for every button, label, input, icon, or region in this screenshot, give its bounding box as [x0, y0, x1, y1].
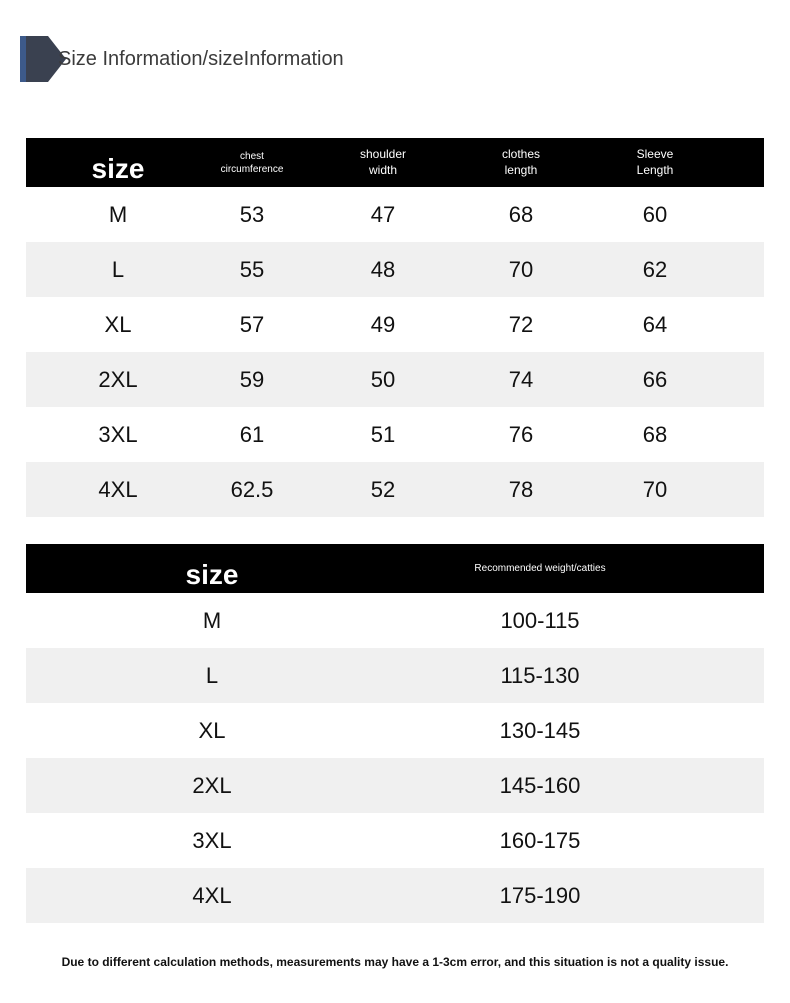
cell-chest: 61 [239, 421, 265, 447]
table-row [26, 352, 764, 407]
header-size-label: size [185, 558, 239, 590]
header-clothes-line1: clothes [501, 146, 541, 161]
cell-length: 70 [508, 256, 534, 282]
cell-size: 2XL [192, 772, 232, 798]
header-chest-line2: circumference [220, 163, 284, 175]
size-table-header [26, 138, 764, 187]
table-row [26, 462, 764, 517]
header-shoulder-line1: shoulder [359, 146, 407, 161]
cell-sleeve: 70 [642, 476, 668, 502]
measurement-disclaimer: Due to different calculation methods, measurements may have a 1-3cm error, and this situation is not a quality issue. [61, 955, 729, 969]
cell-size: 4XL [192, 882, 232, 908]
title-accent-stripe [20, 36, 26, 82]
cell-size: L [205, 662, 219, 688]
cell-shoulder: 48 [370, 256, 396, 282]
cell-size: M [202, 607, 222, 633]
cell-shoulder: 51 [370, 421, 396, 447]
cell-size: M [108, 201, 128, 227]
cell-size: XL [104, 311, 132, 337]
cell-weight: 100-115 [500, 607, 580, 633]
table-row [26, 868, 764, 923]
cell-size: 4XL [98, 476, 138, 502]
cell-chest: 53 [239, 201, 265, 227]
header-chest-circumference [202, 138, 302, 187]
cell-length: 68 [508, 201, 534, 227]
table-row [26, 407, 764, 462]
header-size-label: size [91, 152, 145, 184]
cell-sleeve: 62 [642, 256, 668, 282]
cell-size: XL [198, 717, 226, 743]
table-row [26, 758, 764, 813]
cell-size: L [111, 256, 125, 282]
cell-size: 2XL [98, 366, 138, 392]
size-measurement-table [26, 138, 764, 517]
header-chest-line1: chest [240, 150, 264, 162]
page-title: Size Information/sizeInformation [58, 48, 344, 70]
header-recommended-weight [440, 544, 640, 593]
cell-sleeve: 64 [642, 311, 668, 337]
header-clothes-line2: length [504, 162, 538, 177]
section-title-bar [20, 36, 344, 82]
table-row [26, 593, 764, 648]
header-sleeve-length [605, 138, 705, 187]
cell-length: 74 [508, 366, 534, 392]
header-size [78, 138, 158, 187]
cell-chest: 62.5 [230, 476, 274, 502]
cell-weight: 160-175 [499, 827, 581, 853]
cell-length: 78 [508, 476, 534, 502]
table-row [26, 648, 764, 703]
cell-size: 3XL [98, 421, 138, 447]
table-row [26, 297, 764, 352]
cell-weight: 130-145 [499, 717, 581, 743]
table-row [26, 242, 764, 297]
table-row [26, 187, 764, 242]
header-sleeve-line1: Sleeve [636, 146, 674, 161]
cell-shoulder: 50 [370, 366, 396, 392]
cell-length: 76 [508, 421, 534, 447]
weight-table-header [26, 544, 764, 593]
cell-weight: 115-130 [500, 662, 580, 688]
table-row [26, 703, 764, 758]
header-sleeve-line2: Length [636, 162, 674, 177]
cell-sleeve: 66 [642, 366, 668, 392]
weight-recommendation-table [26, 544, 764, 923]
cell-length: 72 [508, 311, 534, 337]
cell-shoulder: 52 [370, 476, 396, 502]
header-clothes-length [471, 138, 571, 187]
table-row [26, 813, 764, 868]
cell-weight: 145-160 [499, 772, 581, 798]
cell-sleeve: 60 [642, 201, 668, 227]
header-shoulder-width [333, 138, 433, 187]
header-shoulder-line2: width [368, 162, 397, 177]
cell-shoulder: 49 [370, 311, 396, 337]
cell-sleeve: 68 [642, 421, 668, 447]
header-size [162, 544, 262, 593]
cell-weight: 175-190 [499, 882, 581, 908]
header-weight-label: Recommended weight/catties [474, 563, 606, 574]
cell-chest: 59 [239, 366, 265, 392]
cell-size: 3XL [192, 827, 232, 853]
cell-shoulder: 47 [370, 201, 396, 227]
cell-chest: 57 [239, 311, 265, 337]
cell-chest: 55 [239, 256, 265, 282]
